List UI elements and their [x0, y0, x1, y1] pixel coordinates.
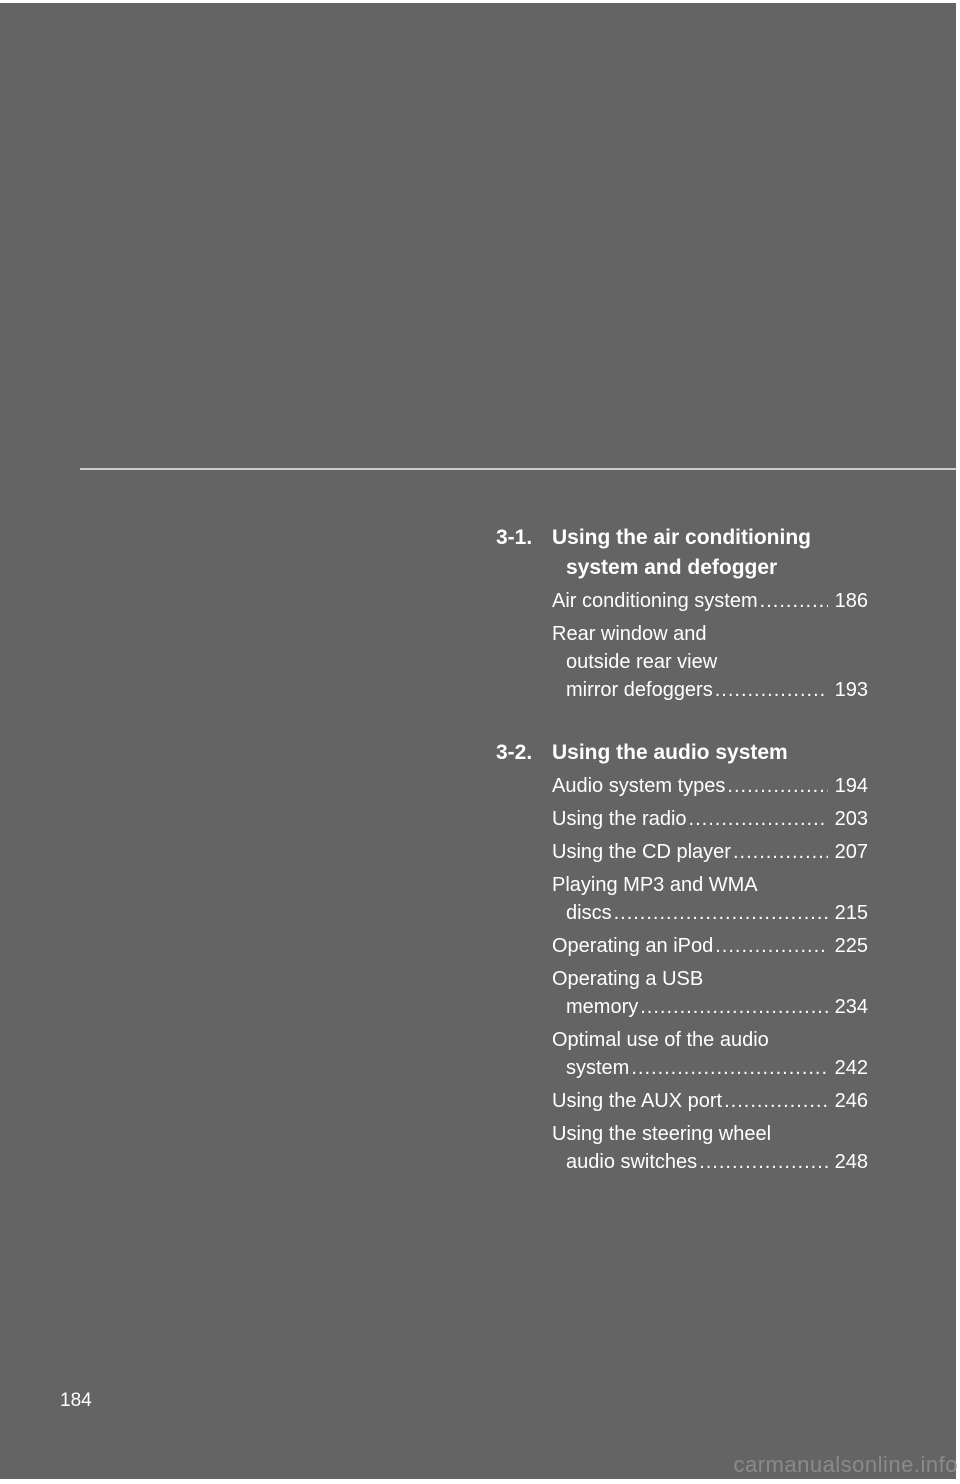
entry-title-line: Operating a USB [552, 968, 704, 990]
page-number: 184 [60, 1390, 92, 1411]
dot-leader [697, 1148, 828, 1176]
section-heading [496, 738, 868, 768]
entry-title-line: outside rear view [566, 651, 718, 673]
entry-page: 234 [834, 996, 868, 1018]
toc-entry[interactable] [552, 838, 868, 866]
dot-leader [687, 805, 828, 833]
entry-page: 225 [834, 935, 868, 957]
entry-title: Operating an iPod [552, 935, 714, 957]
dot-leader [725, 772, 828, 800]
toc-entry[interactable] [552, 932, 868, 960]
entry-title: discs [566, 902, 612, 924]
entry-title: Using the radio [552, 808, 687, 830]
section-title-line: Using the audio system [552, 741, 788, 764]
entry-title: Using the AUX port [552, 1090, 723, 1112]
toc-section-3-2 [496, 738, 868, 1176]
entry-title: system [566, 1057, 630, 1079]
entry-page: 248 [834, 1151, 868, 1173]
dot-leader [713, 676, 828, 704]
entry-title: audio switches [566, 1151, 698, 1173]
section-number: 3-1. [496, 526, 533, 549]
dot-leader [731, 838, 828, 866]
toc-entry[interactable] [552, 965, 868, 1021]
entry-page: 242 [834, 1057, 868, 1079]
entry-title: Using the CD player [552, 841, 731, 863]
toc-entry[interactable] [552, 1120, 868, 1176]
entry-page: 207 [834, 841, 868, 863]
section-title-line: Using the air conditioning [552, 526, 811, 549]
dot-leader [612, 899, 828, 927]
toc-section-3-1 [496, 523, 868, 704]
entry-page: 186 [834, 590, 868, 612]
watermark: carmanualsonline.info [733, 1452, 958, 1477]
entry-page: 194 [834, 775, 868, 797]
toc-entry[interactable] [552, 871, 868, 927]
dot-leader [722, 1087, 828, 1115]
section-number: 3-2. [496, 741, 533, 764]
section-title-line: system and defogger [566, 556, 778, 579]
table-of-contents [496, 523, 868, 1210]
section-entries [552, 772, 868, 1176]
entry-title: Air conditioning system [552, 590, 758, 612]
entry-page: 246 [834, 1090, 868, 1112]
entry-page: 193 [834, 679, 868, 701]
entry-title: Audio system types [552, 775, 726, 797]
toc-entry[interactable] [552, 805, 868, 833]
divider-rule [80, 468, 956, 470]
toc-entry[interactable] [552, 772, 868, 800]
toc-entry[interactable] [552, 1026, 868, 1082]
entry-page: 215 [834, 902, 868, 924]
section-title [552, 523, 868, 583]
entry-page: 203 [834, 808, 868, 830]
entry-title-line: Optimal use of the audio [552, 1029, 769, 1051]
toc-entry[interactable] [552, 587, 868, 615]
dot-leader [629, 1054, 828, 1082]
section-entries [552, 587, 868, 704]
toc-entry[interactable] [552, 620, 868, 704]
section-title [552, 738, 868, 768]
manual-page [0, 3, 956, 1479]
entry-title: memory [566, 996, 639, 1018]
dot-leader [638, 993, 828, 1021]
entry-title-line: Playing MP3 and WMA [552, 874, 758, 896]
section-heading [496, 523, 868, 583]
toc-entry[interactable] [552, 1087, 868, 1115]
entry-title: mirror defoggers [566, 679, 713, 701]
dot-leader [758, 587, 828, 615]
entry-title-line: Using the steering wheel [552, 1123, 772, 1145]
dot-leader [713, 932, 828, 960]
entry-title-line: Rear window and [552, 623, 707, 645]
